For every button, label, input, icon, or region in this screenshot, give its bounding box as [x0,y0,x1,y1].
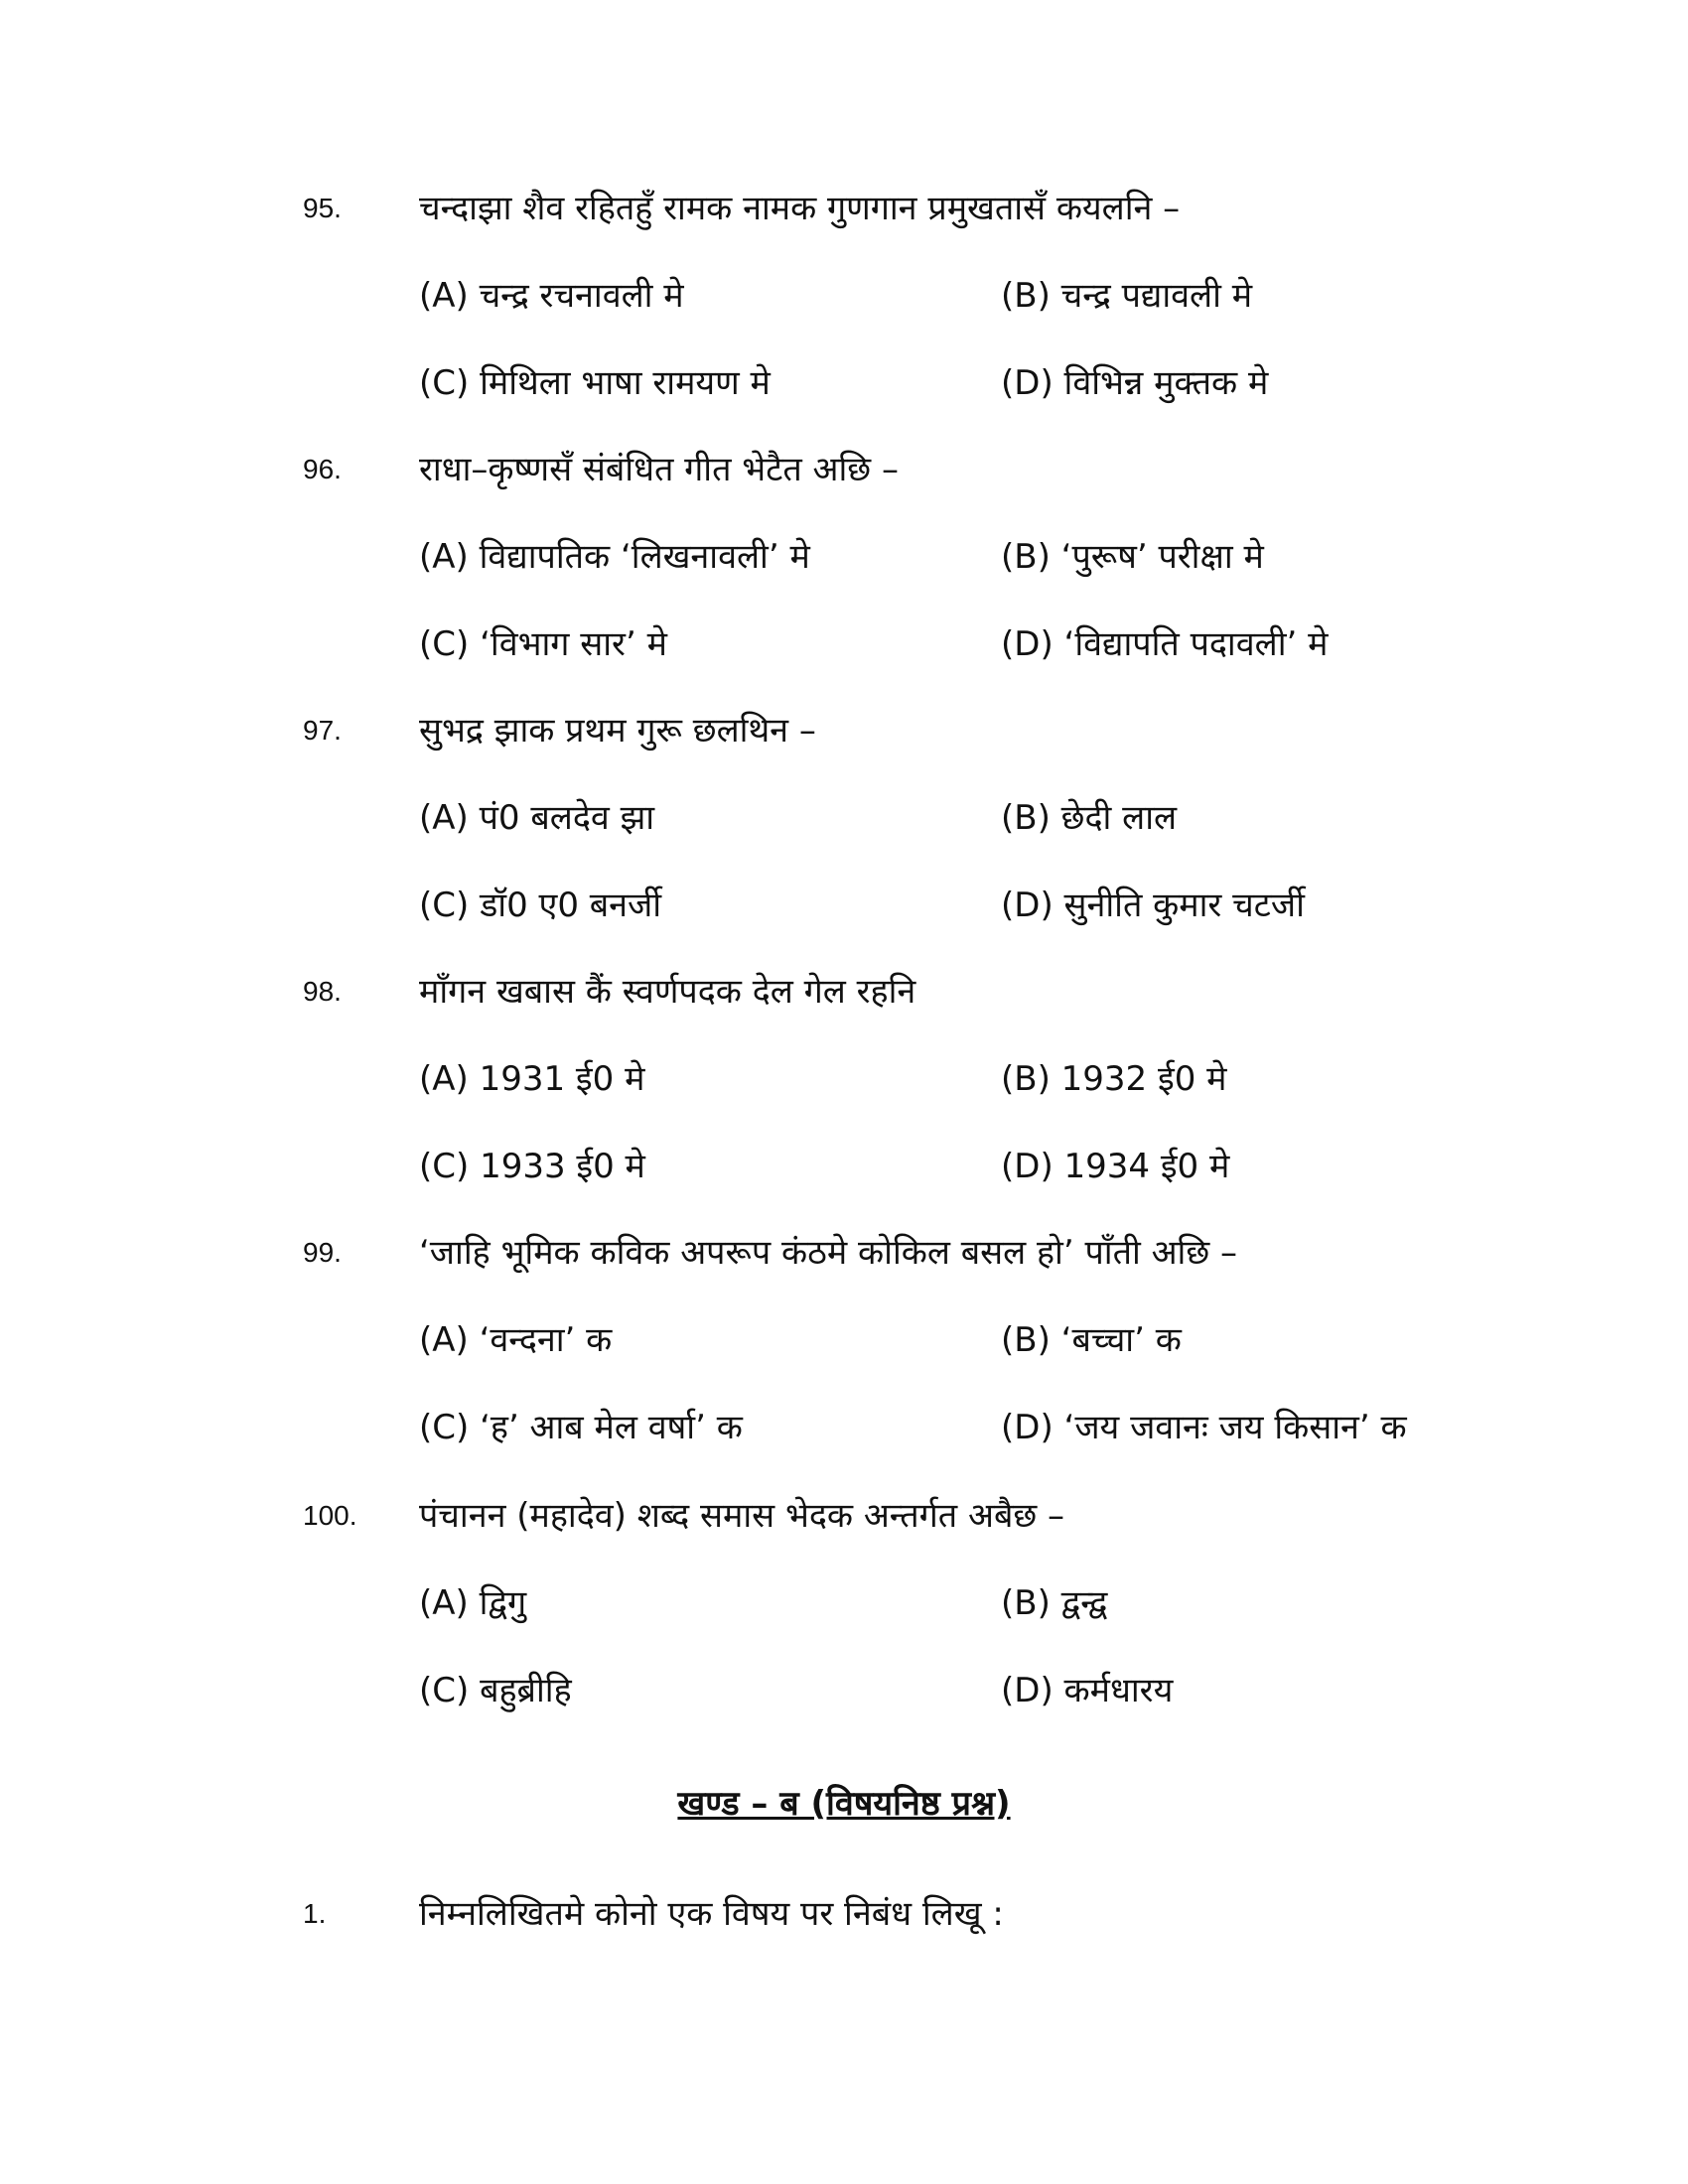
option-c: (C) 1933 ई0 मे [419,1147,645,1186]
option-c: (C) बहुब्रीहि [419,1671,572,1710]
option-a: (A) 1931 ई0 मे [419,1059,645,1099]
option-d: (D) विभिन्न मुक्तक मे [1001,363,1269,403]
option-a: (A) विद्यापतिक ‘लिखनावली’ मे [419,537,810,577]
section-heading: खण्ड – ब (विषयनिष्ठ प्रश्न) [677,1784,1011,1824]
question-number: 98. [303,976,342,1007]
option-c: (C) ‘विभाग सार’ मे [419,624,667,664]
option-b: (B) ‘पुरूष’ परीक्षा मे [1001,537,1264,577]
option-b: (B) ‘बच्चा’ क [1001,1320,1182,1360]
question-number: 1. [303,1898,327,1929]
question-number: 95. [303,193,342,223]
question-number: 97. [303,715,342,746]
question-text: माँगन खबास कैं स्वर्णपदक देल गेल रहनि [419,972,916,1012]
option-a: (A) ‘वन्दना’ क [419,1320,613,1360]
question-number: 96. [303,454,342,484]
option-d: (D) ‘विद्यापति पदावली’ मे [1001,624,1329,664]
option-a: (A) पं0 बलदेव झा [419,798,655,838]
option-c: (C) मिथिला भाषा रामयण मे [419,363,771,403]
option-b: (B) 1932 ई0 मे [1001,1059,1227,1099]
option-a: (A) चन्द्र रचनावली मे [419,276,684,316]
option-b: (B) छेदी लाल [1001,798,1178,838]
option-b: (B) चन्द्र पद्यावली मे [1001,276,1253,316]
option-c: (C) डॉ0 ए0 बनर्जी [419,886,662,925]
question-text: पंचानन (महादेव) शब्द समास भेदक अन्तर्गत अबैछ – [419,1496,1065,1536]
option-b: (B) द्वन्द्व [1001,1583,1108,1623]
option-d: (D) 1934 ई0 मे [1001,1147,1230,1186]
question-number: 100. [303,1500,357,1531]
question-number: 99. [303,1237,342,1268]
option-d: (D) कर्मधारय [1001,1671,1174,1710]
option-d: (D) ‘जय जवानः जय किसान’ क [1001,1408,1407,1447]
question-text: ‘जाहि भूमिक कविक अपरूप कंठमे कोकिल बसल हो’ पाँती अछि – [419,1233,1238,1273]
question-text: राधा–कृष्णसँ संबंधित गीत भेटैत अछि – [419,450,899,489]
question-text: सुभद्र झाक प्रथम गुरू छलथिन – [419,711,816,751]
question-text: चन्दाझा शैव रहितहुँ रामक नामक गुणगान प्रमुखतासँ कयलनि – [419,189,1181,228]
option-d: (D) सुनीति कुमार चटर्जी [1001,886,1305,925]
question-text: निम्नलिखितमे कोनो एक विषय पर निबंध लिखू : [419,1894,1004,1934]
option-c: (C) ‘ह’ आब मेल वर्षा’ क [419,1408,743,1447]
option-a: (A) द्विगु [419,1583,527,1623]
